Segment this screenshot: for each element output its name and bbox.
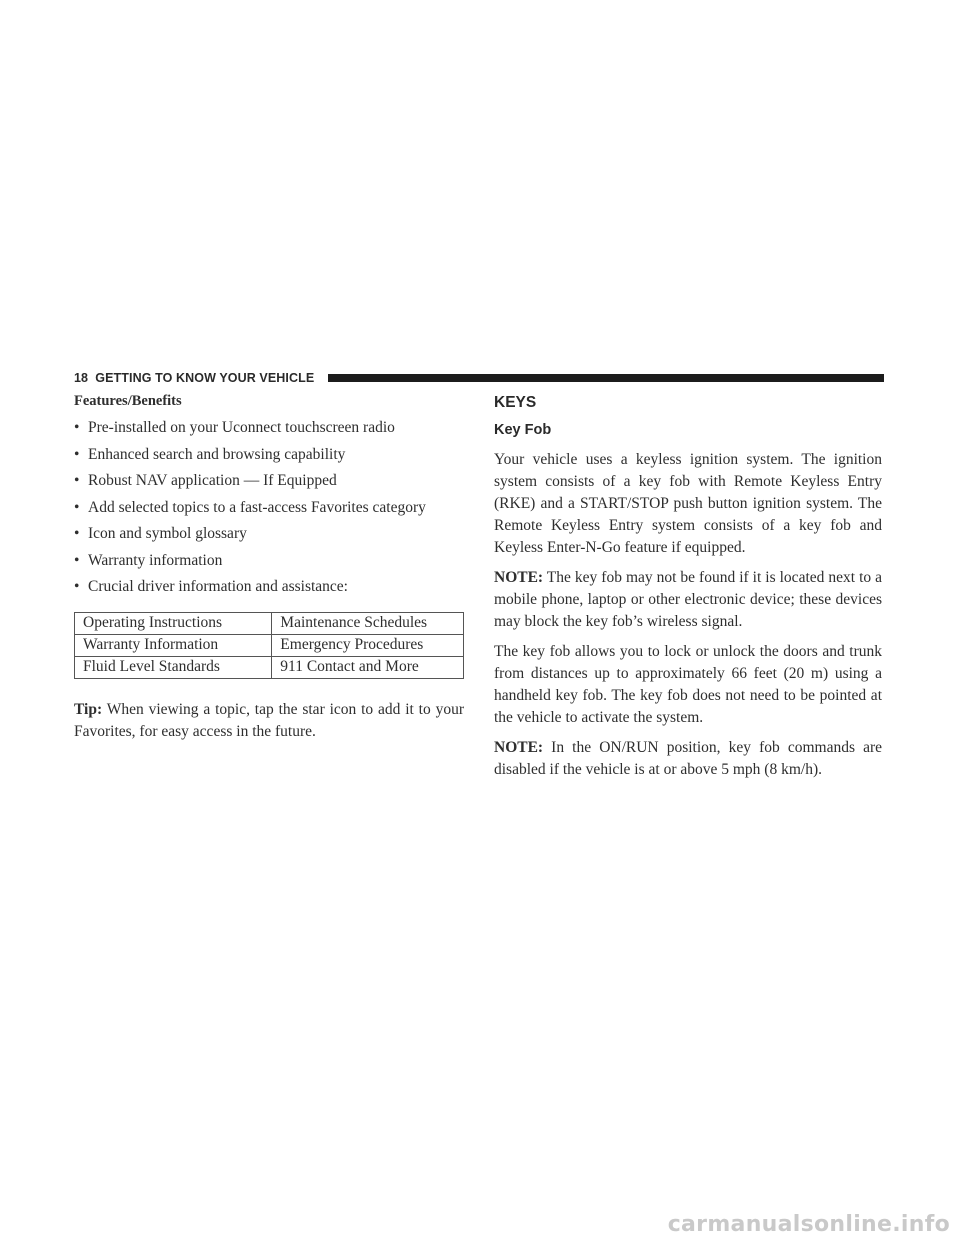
note-label: NOTE: <box>494 739 544 756</box>
right-column <box>494 392 882 789</box>
note-text: In the ON/RUN position, key fob commands are disabled if the vehicle is at or above 5 mph (8 km/h). <box>494 739 882 778</box>
key-fob-heading: Key Fob <box>494 422 552 438</box>
note-text: The key fob may not be found if it is located next to a mobile phone, laptop or other electronic device; these devices may block the key fob’s wireless signal. <box>494 569 882 630</box>
features-list <box>74 419 464 605</box>
note-paragraph <box>494 737 882 781</box>
header-rule <box>328 374 884 382</box>
bullet-icon: • <box>74 498 80 516</box>
table-cell: Maintenance Schedules <box>272 612 464 634</box>
running-header <box>74 370 884 386</box>
keys-heading: KEYS <box>494 394 537 411</box>
bullet-icon: • <box>74 472 80 489</box>
table-cell: Warranty Information <box>75 634 272 656</box>
tip-paragraph <box>74 699 464 743</box>
table-cell: 911 Contact and More <box>272 656 464 678</box>
tip-label: Tip: <box>74 700 103 718</box>
list-item: • Robust NAV application — If Equipped <box>74 472 337 489</box>
features-heading: Features/Benefits <box>74 393 182 409</box>
bullet-icon: • <box>74 419 80 436</box>
page-number: 18 <box>74 371 89 385</box>
bullet-icon: • <box>74 551 80 569</box>
table-row <box>75 612 464 634</box>
table-cell: Emergency Procedures <box>272 634 464 656</box>
list-item: • Pre-installed on your Uconnect touchscreen radio <box>74 419 395 436</box>
list-item: • Enhanced search and browsing capability <box>74 445 346 463</box>
list-item: • Icon and symbol glossary <box>74 525 247 542</box>
list-item: • Warranty information <box>74 551 223 569</box>
list-item: • Crucial driver information and assistance: <box>74 578 348 595</box>
section-title: GETTING TO KNOW YOUR VEHICLE <box>95 371 315 385</box>
header-label <box>74 370 314 386</box>
table-cell: Fluid Level Standards <box>75 656 272 678</box>
list-item: • Add selected topics to a fast-access Favorites category <box>74 498 426 516</box>
left-column <box>74 392 464 743</box>
key-fob-paragraph: Your vehicle uses a keyless ignition system. The ignition system consists of a key fob with Remote Keyless Entry (RKE) and a START/STOP push button ignition system. The Remote Keyless Entry system consists of a key fob and Keyless Enter-N-Go feature if equipped. <box>494 451 882 556</box>
bullet-icon: • <box>74 578 80 595</box>
bullet-icon: • <box>74 445 80 463</box>
tip-text: When viewing a topic, tap the star icon to add it to your Favorites, for easy access in the future. <box>74 700 464 740</box>
note-label: NOTE: <box>494 569 544 586</box>
driver-info-table <box>74 612 464 679</box>
watermark: carmanualsonline.info <box>667 1212 950 1237</box>
table-cell: Operating Instructions <box>75 612 272 634</box>
table-row <box>75 656 464 678</box>
table-row <box>75 634 464 656</box>
bullet-icon: • <box>74 525 80 542</box>
range-paragraph: The key fob allows you to lock or unlock the doors and trunk from distances up to approximately 66 feet (20 m) using a handheld key fob. The key fob does not need to be pointed at the vehicle to activate the system. <box>494 643 882 726</box>
note-paragraph <box>494 567 882 633</box>
